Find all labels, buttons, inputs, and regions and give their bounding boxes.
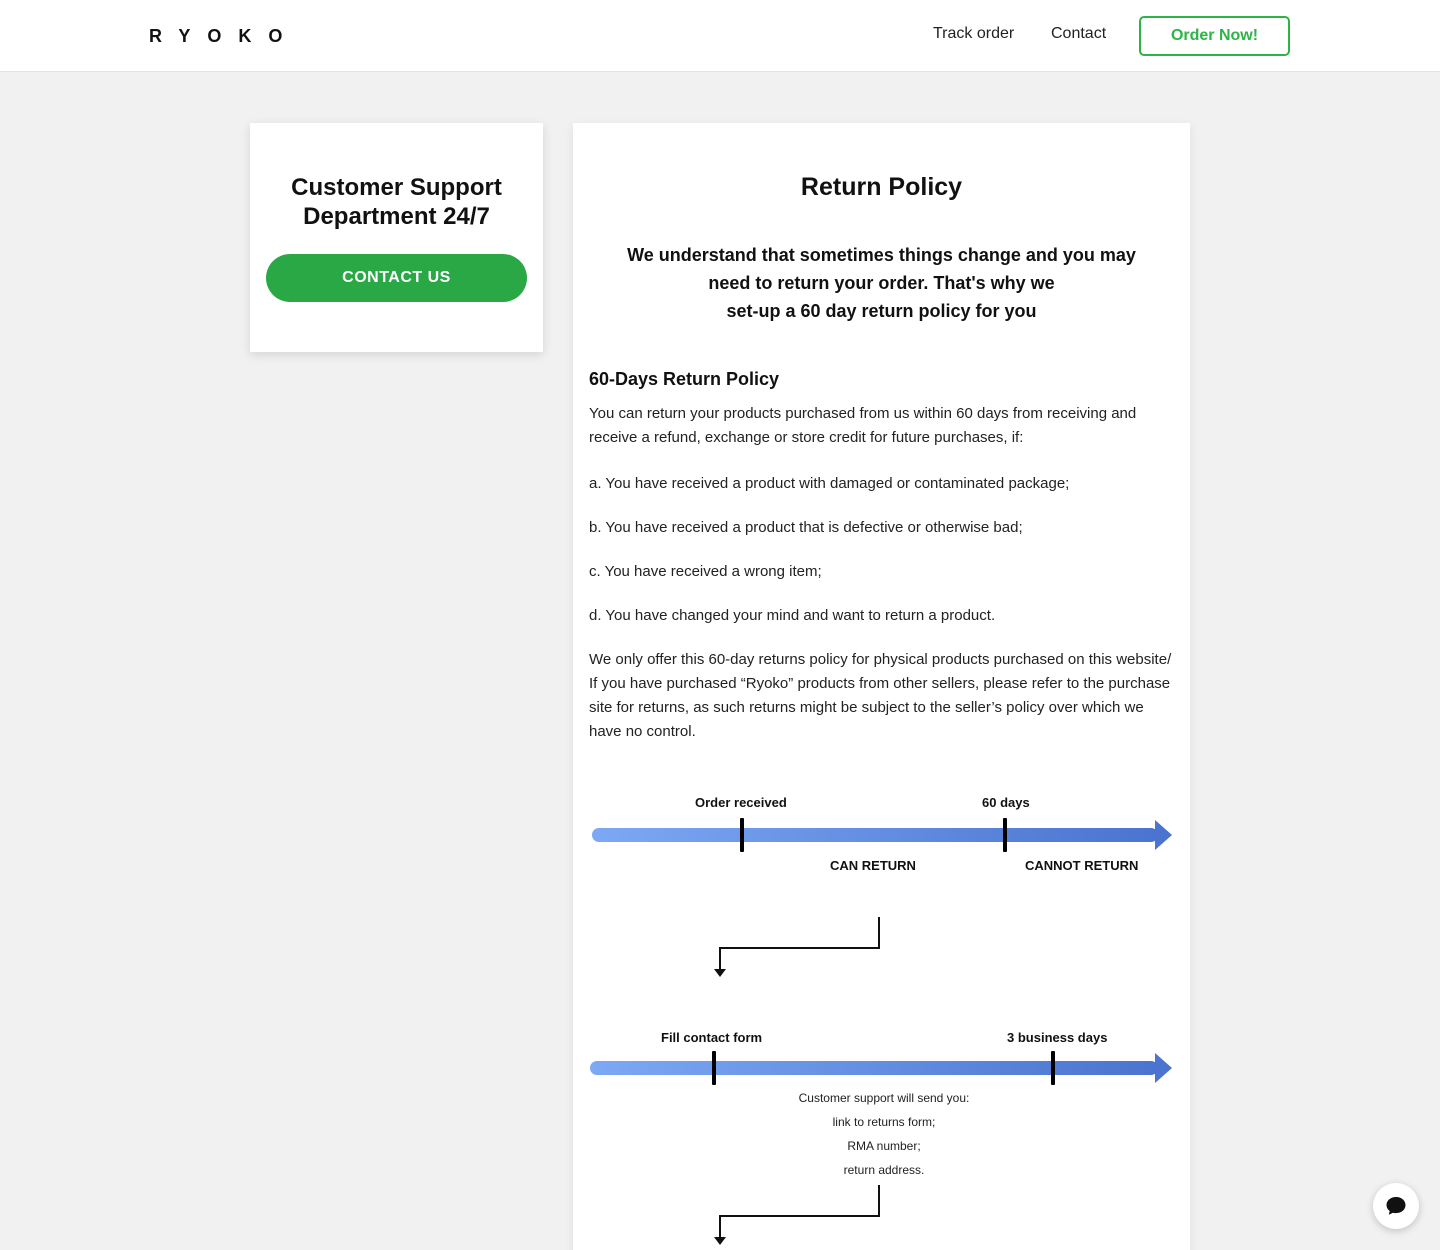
nav-contact-link[interactable]: Contact — [1051, 25, 1107, 42]
intro-text — [589, 241, 1174, 325]
policy-item-b: b. You have received a product that is defective or otherwise bad; — [589, 519, 1023, 536]
timeline2-arrowhead-icon — [1155, 1053, 1172, 1083]
ryoko-logo[interactable]: RYOKO — [149, 26, 300, 46]
page-title: Return Policy — [800, 173, 963, 201]
can-return-label: CAN RETURN — [830, 858, 916, 873]
support-title — [250, 173, 543, 231]
order-now-button[interactable]: Order Now! — [1139, 16, 1290, 56]
section-title: 60-Days Return Policy — [589, 369, 780, 389]
timeline1-bar — [592, 828, 1158, 842]
timeline1-arrowhead-icon — [1155, 820, 1172, 850]
site-header — [0, 0, 1440, 72]
intro-line1: We understand that sometimes things change and you may — [627, 245, 1136, 265]
support-note-line1: Customer support will send you: — [798, 1091, 970, 1105]
chat-widget-button[interactable] — [1373, 1183, 1419, 1229]
timeline2-label-start: Fill contact form — [661, 1030, 763, 1045]
timeline2-label-end: 3 business days — [1007, 1030, 1108, 1045]
timeline1-label-start: Order received — [695, 795, 787, 810]
return-policy-card — [573, 123, 1190, 1250]
down-arrow-icon — [703, 913, 893, 983]
nav-track-order-link[interactable]: Track order — [933, 25, 1015, 42]
support-title-line1: Customer Support — [291, 174, 502, 201]
timeline2-bar — [590, 1061, 1158, 1075]
support-note-line2: link to returns form; — [832, 1115, 936, 1129]
support-note-line4: return address. — [843, 1163, 925, 1177]
support-note-line3: RMA number; — [847, 1139, 921, 1153]
policy-item-d: d. You have changed your mind and want to return a product. — [589, 607, 996, 624]
intro-line2: need to return your order. That's why we — [708, 273, 1055, 293]
down-arrow-icon — [703, 1183, 893, 1250]
customer-support-card — [250, 123, 543, 352]
cannot-return-label: CANNOT RETURN — [1025, 858, 1139, 873]
policy-paragraph-2: We only offer this 60-day returns policy for physical products purchased on this website/ If you have purchased “Ryoko” products from other sellers, please refer to the purchase site for returns, as such returns might be subject to the seller’s policy over which we have no control. — [589, 651, 1172, 740]
timeline2-tick-start — [712, 1051, 716, 1085]
policy-item-c: c. You have received a wrong item; — [589, 563, 822, 580]
contact-us-button[interactable]: CONTACT US — [266, 254, 527, 302]
timeline1-tick-start — [740, 818, 744, 852]
intro-line3: set-up a 60 day return policy for you — [726, 301, 1037, 321]
policy-item-a: a. You have received a product with damaged or contaminated package; — [589, 475, 1070, 492]
chat-bubble-icon — [1384, 1194, 1408, 1218]
support-title-line2: Department 24/7 — [303, 203, 490, 230]
policy-paragraph-1: You can return your products purchased from us within 60 days from receiving and receive a refund, exchange or store credit for future purchases, if: — [589, 405, 1137, 446]
timeline1-tick-end — [1003, 818, 1007, 852]
timeline2-tick-end — [1051, 1051, 1055, 1085]
timeline1-label-end: 60 days — [982, 795, 1030, 810]
